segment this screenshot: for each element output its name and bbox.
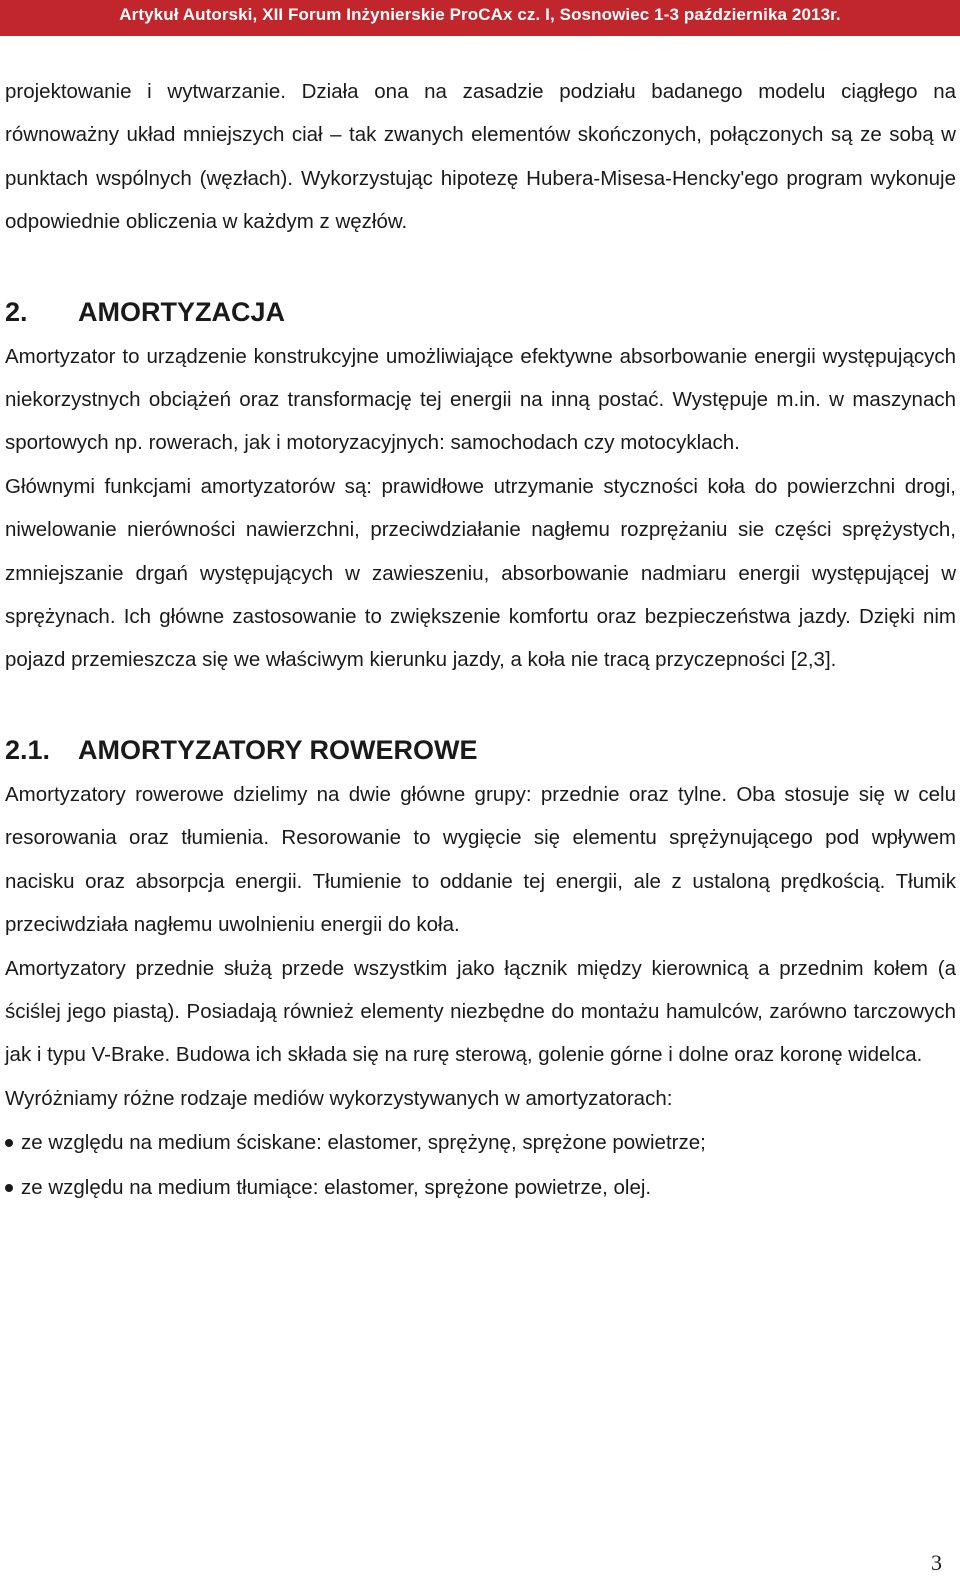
- page-number: 3: [931, 1550, 942, 1575]
- list-item: ze względu na medium tłumiące: elastomer, sprężone powietrze, olej.: [5, 1165, 956, 1210]
- section-title: AMORTYZATORY ROWEROWE: [78, 734, 478, 765]
- section-heading-2: [5, 287, 956, 335]
- paragraph-functions: Głównymi funkcjami amortyzatorów są: prawidłowe utrzymanie styczności koła do powierzchni drogi, niwelowanie nierówności nawierzchni, przeciwdziałanie nagłemu rozprężaniu sie części sprężystych, zmniejszanie drgań występujących w zawieszeniu, absorbowanie nadmiaru energii występującej w sprężynach. Ich główne zastosowanie to zwiększenie komfortu oraz bezpieczeństwa jazdy. Dzięki nim pojazd przemieszcza się we właściwym kierunku jazdy, a koła nie tracą przyczepności [2,3].: [5, 474, 956, 672]
- section-number: 2.: [5, 296, 28, 327]
- section-number: 2.1.: [5, 734, 51, 765]
- section-heading-2-1: [5, 725, 956, 773]
- page-header: Artykuł Autorski, XII Forum Inżynierskie ProCAx cz. I, Sosnowiec 1-3 października 2013r.: [0, 0, 960, 36]
- paragraph-amortyzator-definition: Amortyzator to urządzenie konstrukcyjne umożliwiające efektywne absorbowanie energii występujących niekorzystnych obciążeń oraz transformację tej energii na inną postać. Występuje m.in. w maszynach sportowych np. rowerach, jak i motoryzacyjnych: samochodach czy motocyklach.: [5, 344, 956, 455]
- paragraph-bicycle-shocks: Amortyzatory rowerowe dzielimy na dwie główne grupy: przednie oraz tylne. Oba stosuje się w celu resorowania oraz tłumienia. Resorowanie to wygięcie się elementu sprężynującego pod wpływem nacisku oraz absorpcja energii. Tłumienie to oddanie tej energii, ale z ustaloną prędkością. Tłumik przeciwdziała nagłemu uwolnieniu energii do koła.: [5, 782, 956, 937]
- spacer: [5, 682, 956, 725]
- spacer: [5, 244, 956, 287]
- paragraph-intro: projektowanie i wytwarzanie. Działa ona na zasadzie podziału badanego modelu ciągłego na równoważny układ mniejszych ciał – tak zwanych elementów skończonych, połączonych są ze sobą w punktach wspólnych (węzłach). Wykorzystując hipotezę Hubera-Misesa-Hencky'ego program wykonuje odpowiednie obliczenia w każdym z węzłów.: [5, 80, 956, 234]
- section-title: AMORTYZACJA: [78, 296, 285, 327]
- media-list: [5, 1120, 956, 1210]
- paragraph-front-shocks: Amortyzatory przednie służą przede wszystkim jako łącznik między kierownicą a przednim kołem (a ściślej jego piastą). Posiadają również elementy niezbędne do montażu hamulców, zarówno tarczowych jak i typu V-Brake. Budowa ich składa się na rurę sterową, golenie górne i dolne oraz koronę widelca.: [5, 956, 956, 1067]
- article-body: [5, 70, 956, 1210]
- paragraph-media-intro: Wyróżniamy różne rodzaje mediów wykorzystywanych w amortyzatorach:: [5, 1086, 673, 1110]
- list-item: ze względu na medium ściskane: elastomer, sprężynę, sprężone powietrze;: [5, 1120, 956, 1165]
